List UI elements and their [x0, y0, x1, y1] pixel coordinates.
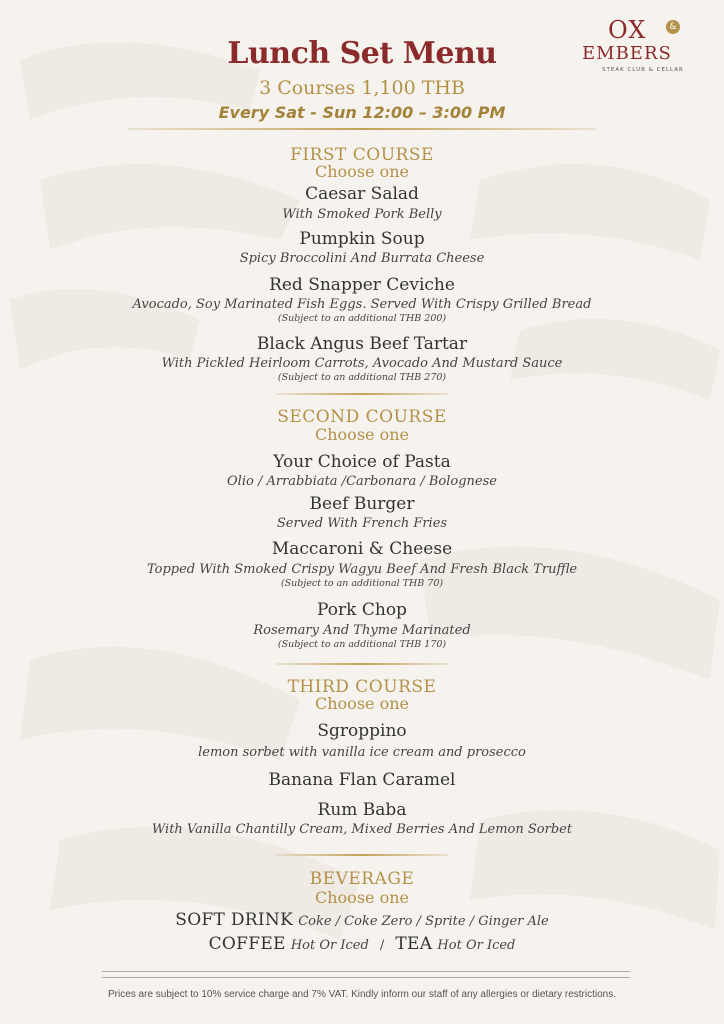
menu-item-name: Banana Flan Caramel	[268, 770, 456, 790]
menu-item-note: (Subject to an additional THB 70)	[280, 578, 444, 589]
menu-item-name: Rum Baba	[317, 800, 407, 820]
menu-item-desc: Topped With Smoked Crispy Wagyu Beef And Fresh Black Truffle	[146, 562, 578, 577]
menu-time: Every Sat - Sun 12:00 – 3:00 PM	[218, 103, 506, 122]
coffee-options: Hot Or Iced	[290, 938, 369, 953]
logo-ampersand: &	[666, 20, 680, 34]
menu-item-name: Black Angus Beef Tartar	[256, 334, 468, 354]
menu-item-desc: Olio / Arrabbiata /Carbonara / Bolognese	[227, 474, 497, 489]
tea-label: TEA	[395, 934, 433, 954]
second-course-heading: SECOND COURSE	[277, 407, 447, 427]
menu-item-name: Maccaroni & Cheese	[271, 539, 453, 559]
first-course-choose: Choose one	[315, 162, 409, 181]
beverage-choose: Choose one	[315, 888, 409, 907]
menu-item-desc: Spicy Broccolini And Burrata Cheese	[239, 251, 485, 266]
menu-item-desc: Served With French Fries	[276, 516, 448, 531]
menu-item-name: Caesar Salad	[305, 184, 419, 204]
tea-options: Hot Or Iced	[437, 938, 516, 953]
menu-price: 3 Courses 1,100 THB	[259, 77, 465, 99]
menu-item-name: Beef Burger	[309, 494, 415, 514]
menu-item-desc: Rosemary And Thyme Marinated	[253, 623, 471, 638]
second-course-choose: Choose one	[315, 425, 409, 444]
menu-item-name: Pumpkin Soup	[299, 229, 425, 249]
menu-item-name: Pork Chop	[317, 600, 407, 620]
soft-drink-options: Coke / Coke Zero / Sprite / Ginger Ale	[298, 914, 549, 929]
menu-item-note: (Subject to an additional THB 200)	[277, 313, 447, 324]
beverage-heading: BEVERAGE	[309, 869, 415, 889]
coffee-tea-line	[0, 934, 724, 954]
footer-disclaimer: Prices are subject to 10% service charge and 7% VAT. Kindly inform our staff of any allergies or dietary restrictions.	[107, 989, 616, 1000]
section-divider	[276, 663, 448, 665]
menu-item-name: Your Choice of Pasta	[273, 452, 451, 472]
logo-tagline: STEAK CLUB & CELLAR	[602, 67, 684, 73]
menu-item-name: Red Snapper Ceviche	[269, 275, 455, 295]
menu-item-desc: With Vanilla Chantilly Cream, Mixed Berries And Lemon Sorbet	[151, 822, 573, 837]
third-course-heading: THIRD COURSE	[287, 677, 437, 697]
logo-ox-text: OX	[608, 16, 647, 44]
third-course-choose: Choose one	[315, 694, 409, 713]
section-divider	[276, 854, 448, 856]
beverage-separator: /	[379, 938, 385, 953]
header-divider	[128, 128, 596, 130]
menu-title: Lunch Set Menu	[227, 36, 497, 71]
section-divider	[276, 393, 448, 395]
menu-item-desc: Avocado, Soy Marinated Fish Eggs. Served With Crispy Grilled Bread	[132, 297, 592, 312]
footer-rule-bottom	[102, 977, 630, 978]
menu-item-desc: With Pickled Heirloom Carrots, Avocado And Mustard Sauce	[161, 356, 563, 371]
menu-item-desc: With Smoked Pork Belly	[282, 207, 442, 222]
first-course-heading: FIRST COURSE	[290, 145, 434, 165]
menu-item-note: (Subject to an additional THB 270)	[277, 372, 447, 383]
soft-drink-line	[0, 910, 724, 930]
coffee-label: COFFEE	[208, 934, 286, 954]
menu-item-desc: lemon sorbet with vanilla ice cream and prosecco	[198, 745, 526, 760]
menu-item-note: (Subject to an additional THB 170)	[277, 639, 447, 650]
soft-drink-label: SOFT DRINK	[175, 910, 294, 930]
footer-rule-top	[102, 971, 630, 972]
logo-embers-text: EMBERS	[582, 43, 672, 64]
menu-item-name: Sgroppino	[317, 721, 407, 741]
